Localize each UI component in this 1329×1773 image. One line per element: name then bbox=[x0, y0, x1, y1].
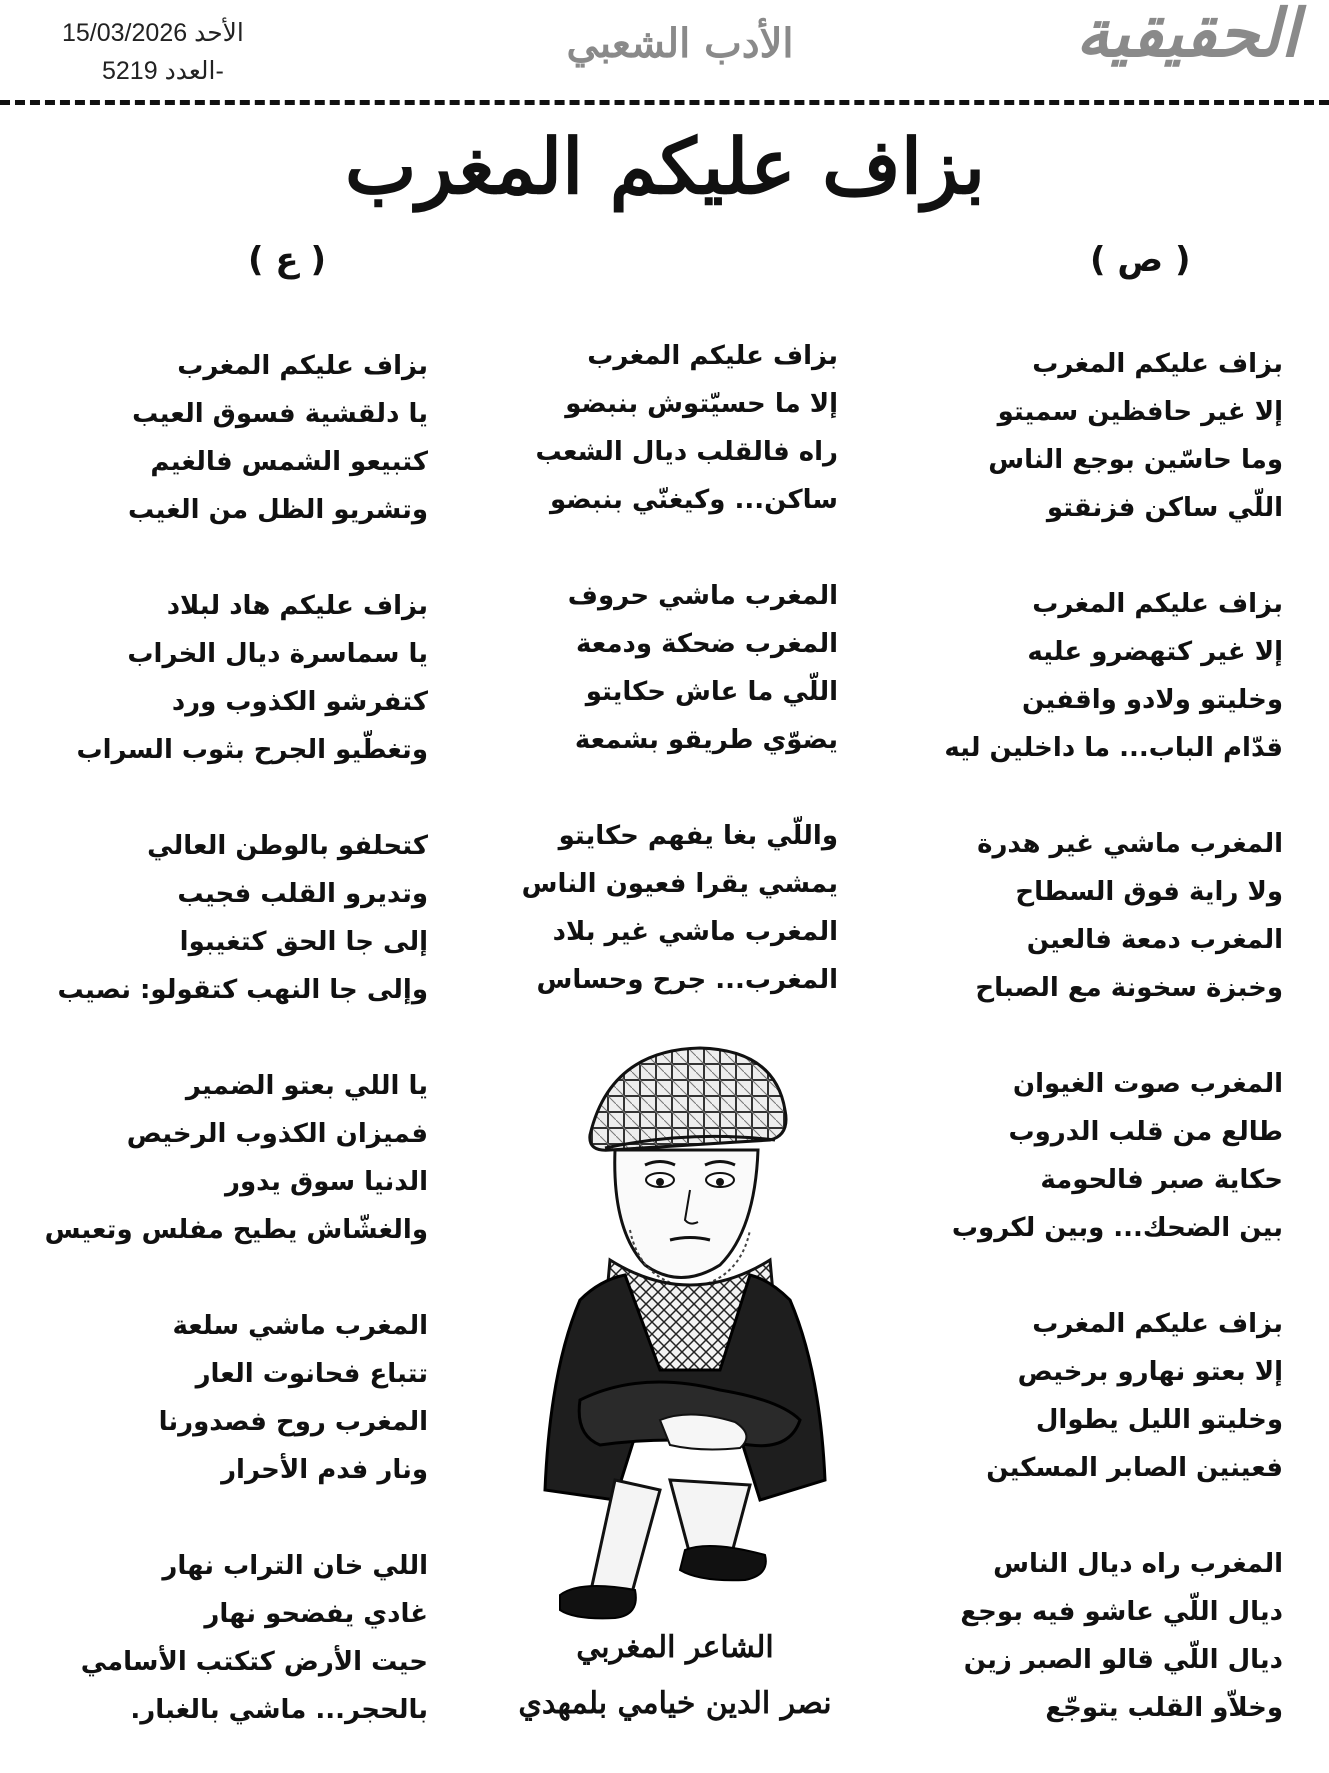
verse-line: طالع من قلب الدروب bbox=[1008, 1117, 1283, 1147]
verse-line: المغرب ضحكة ودمعة bbox=[576, 629, 838, 659]
verse-line: وتديرو القلب فجيب bbox=[177, 879, 428, 909]
verse-line: يا سماسرة ديال الخراب bbox=[127, 639, 428, 669]
verse-line: ديال اللّي عاشو فيه بوجع bbox=[960, 1597, 1283, 1627]
stanza bbox=[960, 1540, 1283, 1732]
stanza bbox=[128, 342, 428, 534]
verse-line: المغرب روح فصدورنا bbox=[158, 1407, 428, 1437]
verse-line: بين الضحك... وبين لكروب bbox=[951, 1213, 1283, 1243]
newspaper-logo: الحقيقية bbox=[1075, 0, 1299, 72]
verse-line: المغرب ماشي حروف bbox=[567, 581, 838, 611]
verse-line: وتشريو الظل من الغيب bbox=[128, 495, 428, 525]
stanza bbox=[988, 340, 1283, 532]
stanza bbox=[952, 1060, 1283, 1252]
verse-line: إلا ما حسيّتوش بنبضو bbox=[565, 389, 838, 419]
verse-line: إلا بعتو نهارو برخيص bbox=[1017, 1357, 1283, 1387]
poem-column-right bbox=[880, 340, 1283, 1760]
voice-label-left: ( ع ) bbox=[248, 240, 327, 280]
stanza bbox=[159, 1302, 428, 1494]
stanza bbox=[77, 582, 428, 774]
verse-line: بزاف عليكم المغرب bbox=[1032, 589, 1283, 619]
verse-line: بزاف عليكم المغرب bbox=[1032, 1309, 1283, 1339]
verse-line: يا اللي بعتو الضمير bbox=[185, 1071, 428, 1101]
verse-line: وخبزة سخونة مع الصباح bbox=[975, 973, 1283, 1003]
verse-line: بزاف عليكم المغرب bbox=[177, 351, 428, 381]
stanza bbox=[568, 572, 838, 764]
verse-line: بزاف عليكم المغرب bbox=[587, 341, 838, 371]
verse-line: ديال اللّي قالو الصبر زين bbox=[963, 1645, 1283, 1675]
verse-line: غادي يفضحو نهار bbox=[204, 1599, 428, 1629]
stanza bbox=[975, 820, 1283, 1012]
verse-line: بزاف عليكم المغرب bbox=[1032, 349, 1283, 379]
verse-line: المغرب ماشي غير بلاد bbox=[552, 917, 838, 947]
verse-line: تتباع فحانوت العار bbox=[195, 1359, 428, 1389]
stanza bbox=[81, 1542, 428, 1734]
poem-column-middle bbox=[500, 332, 838, 1032]
verse-line: إلى جا الحق كتغيبوا bbox=[179, 927, 428, 957]
stanza bbox=[45, 1062, 428, 1254]
verse-line: اللي خان التراب نهار bbox=[162, 1551, 428, 1581]
verse-line: المغرب ماشي غير هدرة bbox=[977, 829, 1283, 859]
verse-line: والغشّاش يطيح مفلس وتعيس bbox=[44, 1215, 428, 1245]
verse-line: فميزان الكذوب الرخيص bbox=[126, 1119, 428, 1149]
verse-line: يمشي يقرا فعيون الناس bbox=[521, 869, 838, 899]
stanza bbox=[944, 580, 1283, 772]
verse-line: بزاف عليكم هاد لبلاد bbox=[166, 591, 428, 621]
verse-line: المغرب... جرح وحساس bbox=[536, 965, 838, 995]
verse-line: يضوّي طريقو بشمعة bbox=[574, 725, 838, 755]
verse-line: كتحلفو بالوطن العالي bbox=[147, 831, 428, 861]
poet-portrait-illustration bbox=[520, 1040, 850, 1620]
verse-line: وخليتو الليل يطوال bbox=[1035, 1405, 1283, 1435]
verse-line: اللّي ما عاش حكايتو bbox=[585, 677, 838, 707]
voice-label-right: ( ص ) bbox=[1090, 240, 1191, 280]
verse-line: المغرب صوت الغيوان bbox=[1012, 1069, 1283, 1099]
poet-caption-title: الشاعر المغربي bbox=[576, 1630, 774, 1665]
verse-line: المغرب راه ديال الناس bbox=[993, 1549, 1283, 1579]
issue-number: العدد 5219- bbox=[102, 57, 224, 85]
verse-line: وإلى جا النهب كتقولو: نصيب bbox=[57, 975, 428, 1005]
poem-title: بزاف عليكم المغرب bbox=[344, 122, 986, 211]
verse-line: حيت الأرض كتكتب الأسامي bbox=[80, 1647, 428, 1677]
verse-line: الدنيا سوق يدور bbox=[225, 1167, 428, 1197]
section-name: الأدب الشعبي bbox=[566, 20, 794, 67]
stanza bbox=[535, 332, 838, 524]
verse-line: حكاية صبر فالحومة bbox=[1040, 1165, 1283, 1195]
verse-line: المغرب دمعة فالعين bbox=[1026, 925, 1283, 955]
stanza bbox=[986, 1300, 1283, 1492]
verse-line: ولا راية فوق السطاح bbox=[1015, 877, 1283, 907]
verse-line: قدّام الباب... ما داخلين ليه bbox=[944, 733, 1283, 763]
verse-line: فعينين الصابر المسكين bbox=[986, 1453, 1283, 1483]
stanza bbox=[57, 822, 428, 1014]
verse-line: واللّي بغا يفهم حكايتو bbox=[558, 821, 838, 851]
verse-line: كتفرشو الكذوب ورد bbox=[171, 687, 428, 717]
verse-line: وخليتو ولادو واقفين bbox=[1022, 685, 1283, 715]
verse-line: كتبيعو الشمس فالغيم bbox=[150, 447, 428, 477]
stanza bbox=[522, 812, 838, 1004]
verse-line: وما حاسّين بوجع الناس bbox=[988, 445, 1283, 475]
verse-line: وخلاّو القلب يتوجّع bbox=[1045, 1693, 1283, 1723]
verse-line: ونار فدم الأحرار bbox=[221, 1455, 428, 1485]
verse-line: ساكن... وكيغنّي بنبضو bbox=[550, 485, 838, 515]
verse-line: إلا غير حافظين سميتو bbox=[997, 397, 1283, 427]
poem-column-left bbox=[30, 342, 428, 1762]
verse-line: وتغطّيو الجرح بثوب السراب bbox=[76, 735, 428, 765]
issue-date: الأحد 15/03/2026 bbox=[62, 19, 244, 47]
verse-line: إلا غير كتهضرو عليه bbox=[1027, 637, 1283, 667]
header-divider bbox=[0, 100, 1329, 105]
verse-line: يا دلقشية فسوق العيب bbox=[132, 399, 428, 429]
verse-line: بالحجر... ماشي بالغبار. bbox=[130, 1695, 428, 1725]
masthead bbox=[0, 0, 1329, 100]
verse-line: اللّي ساكن فزنقتو bbox=[1046, 493, 1283, 523]
poet-caption-name: نصر الدين خيامي بلمهدي bbox=[518, 1686, 832, 1721]
verse-line: المغرب ماشي سلعة bbox=[172, 1311, 428, 1341]
verse-line: راه فالقلب ديال الشعب bbox=[535, 437, 838, 467]
